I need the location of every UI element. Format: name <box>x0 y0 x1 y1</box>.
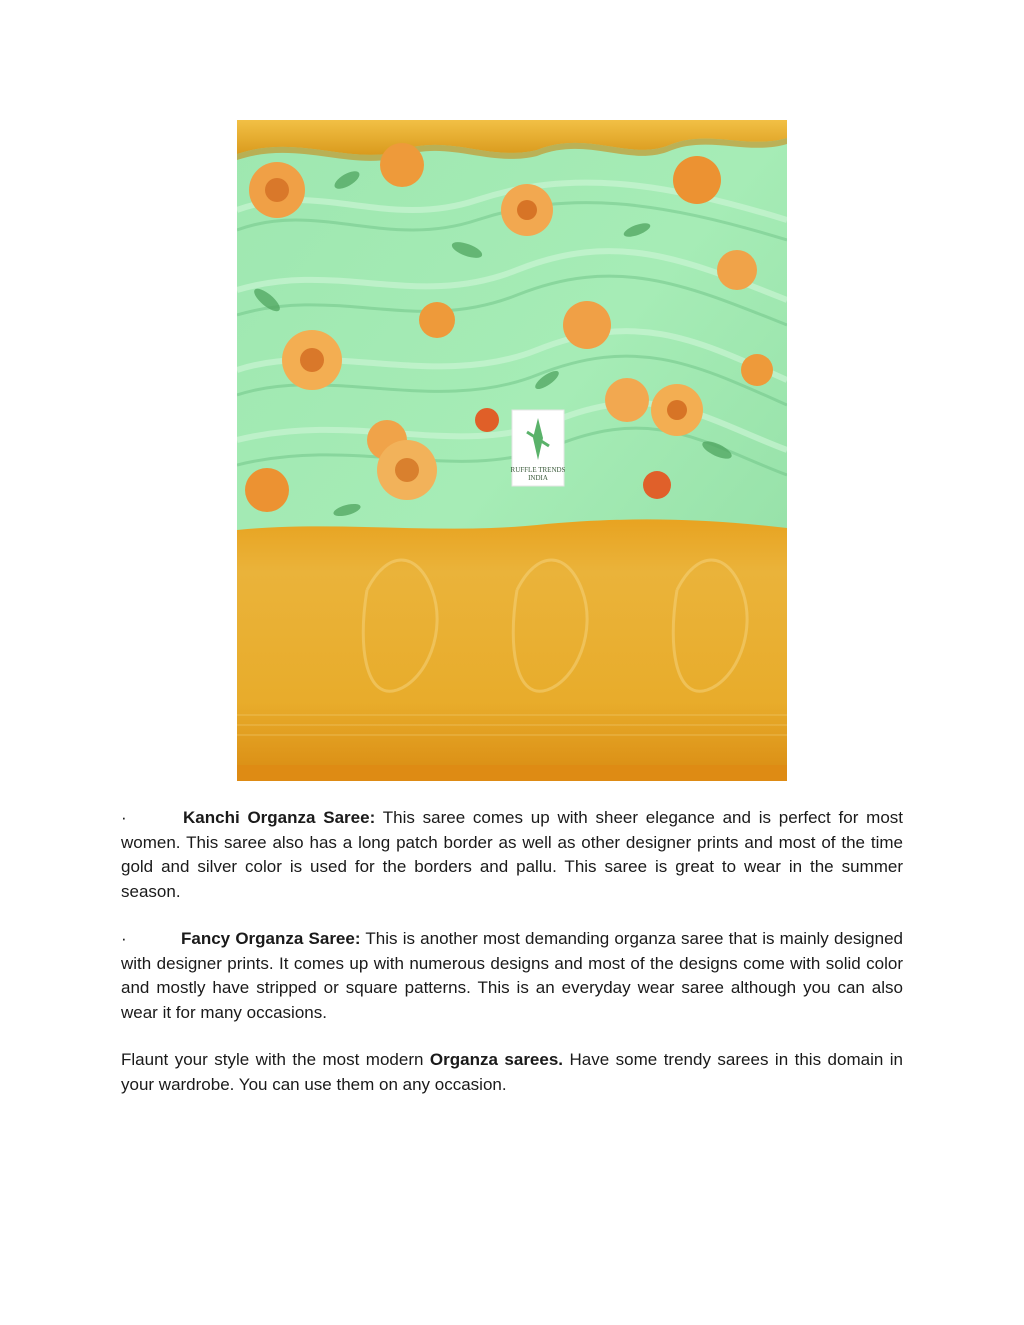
bullet: · <box>121 929 127 948</box>
closing-before: Flaunt your style with the most modern <box>121 1050 430 1069</box>
paragraph-closing <box>121 1048 903 1097</box>
saree-photo <box>237 120 787 781</box>
paragraph-kanchi <box>121 806 903 904</box>
label-sub-text: INDIA <box>528 474 548 482</box>
kanchi-title: Kanchi Organza Saree: <box>183 808 376 827</box>
bullet: · <box>121 808 127 827</box>
closing-after: Have some trendy sarees in this domain in your wardrobe. You can use them on any occasion. <box>121 1050 903 1094</box>
closing-bold: Organza sarees. <box>429 1050 564 1069</box>
fancy-title: Fancy Organza Saree: <box>181 929 361 948</box>
paragraph-fancy <box>121 927 903 1025</box>
kanchi-body: This saree comes up with sheer elegance and is perfect for most women. This saree also has a long patch border as well as other designer prints and most of the time gold and silver color is used for the borders and pallu. This saree is great to wear in the summer season. <box>121 808 904 901</box>
fancy-body: This is another most demanding organza saree that is mainly designed with designer prints. It comes up with numerous designs and most of the designs come with solid color and mostly have stripped or square patterns. This is an everyday wear saree although you can also wear it for many occasions. <box>121 929 903 1022</box>
label-brand-text: RUFFLE TRENDS <box>510 466 566 474</box>
